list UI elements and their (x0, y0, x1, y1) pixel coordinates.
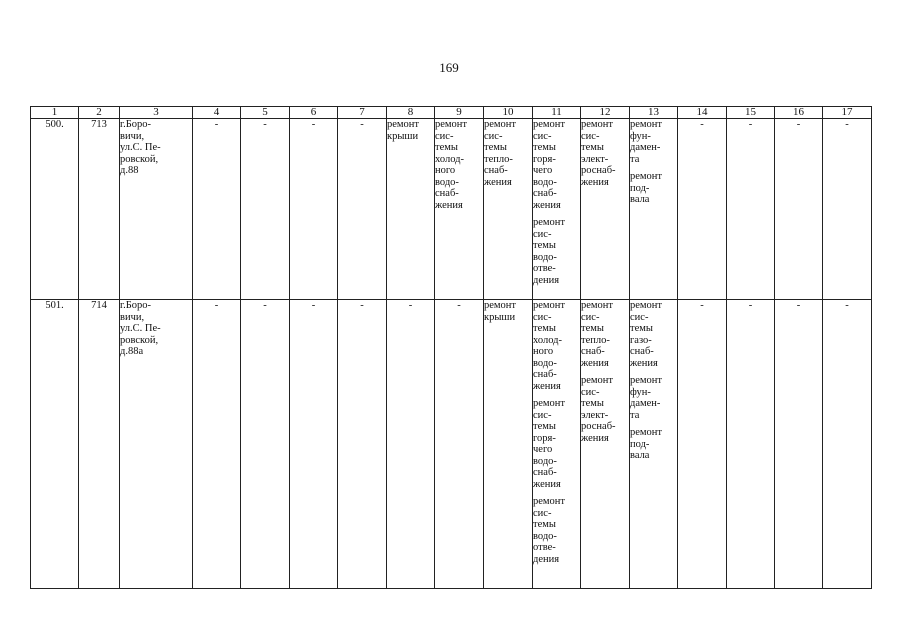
cell-col-16: - (775, 119, 823, 300)
work-item: ремонт сис- темы горя- чего водо- снаб- жения (533, 119, 566, 211)
cell-col-15: - (727, 300, 775, 589)
cell-col-17: - (823, 300, 872, 589)
col-header-2: 2 (79, 107, 120, 119)
cell-col-5: - (241, 119, 290, 300)
cell-col-6: - (290, 119, 338, 300)
cell-col-4: - (193, 300, 241, 589)
building-address: г.Боро- вичи, ул.С. Пе- ровской, д.88 (120, 119, 193, 300)
building-code: 714 (79, 300, 120, 589)
col-header-4: 4 (193, 107, 241, 119)
work-item: ремонт сис- темы холод- ного водо- снаб- жения (533, 300, 566, 392)
cell-col-14: - (678, 119, 727, 300)
cell-col-5: - (241, 300, 290, 589)
cell-col-11 (533, 119, 581, 300)
cell-col-7: - (338, 300, 387, 589)
cell-col-14: - (678, 300, 727, 589)
col-header-3: 3 (120, 107, 193, 119)
work-item: ремонт сис- темы газо- снаб- жения (630, 300, 663, 369)
cell-col-6: - (290, 300, 338, 589)
work-item: ремонт крыши (484, 300, 517, 323)
cell-col-16: - (775, 300, 823, 589)
cell-col-13 (630, 300, 678, 589)
cell-col-15: - (727, 119, 775, 300)
col-header-12: 12 (581, 107, 630, 119)
col-header-13: 13 (630, 107, 678, 119)
building-address: г.Боро- вичи, ул.С. Пе- ровской, д.88а (120, 300, 193, 589)
repair-schedule-table (30, 106, 872, 589)
work-item: ремонт сис- темы горя- чего водо- снаб- жения (533, 398, 566, 490)
work-item: ремонт под- вала (630, 427, 663, 461)
col-header-11: 11 (533, 107, 581, 119)
cell-col-9 (435, 119, 484, 300)
cell-col-11 (533, 300, 581, 589)
building-code: 713 (79, 119, 120, 300)
cell-col-7: - (338, 119, 387, 300)
cell-col-8 (387, 119, 435, 300)
cell-col-12 (581, 119, 630, 300)
page-number: 169 (439, 60, 459, 75)
work-item: ремонт сис- темы водо- отве- дения (533, 217, 566, 286)
work-item: ремонт сис- темы водо- отве- дения (533, 496, 566, 565)
work-item: ремонт сис- темы элект- роснаб- жения (581, 119, 616, 188)
cell-col-10 (484, 119, 533, 300)
work-item: ремонт фун- дамен- та (630, 375, 663, 421)
work-item: ремонт сис- темы тепло- снаб- жения (581, 300, 614, 369)
col-header-16: 16 (775, 107, 823, 119)
work-item: ремонт сис- темы холод- ного водо- снаб- жения (435, 119, 468, 211)
col-header-5: 5 (241, 107, 290, 119)
col-header-9: 9 (435, 107, 484, 119)
work-item: ремонт фун- дамен- та (630, 119, 663, 165)
work-item: ремонт сис- темы элект- роснаб- жения (581, 375, 616, 444)
col-header-8: 8 (387, 107, 435, 119)
work-item: ремонт под- вала (630, 171, 663, 205)
cell-col-4: - (193, 119, 241, 300)
col-header-6: 6 (290, 107, 338, 119)
work-item: ремонт крыши (387, 119, 420, 142)
work-item: ремонт сис- темы тепло- снаб- жения (484, 119, 517, 188)
cell-col-17: - (823, 119, 872, 300)
cell-col-10 (484, 300, 533, 589)
col-header-7: 7 (338, 107, 387, 119)
cell-col-13 (630, 119, 678, 300)
col-header-15: 15 (727, 107, 775, 119)
cell-col-12 (581, 300, 630, 589)
cell-col-8: - (387, 300, 435, 589)
row-number: 501. (31, 300, 79, 589)
table-row (31, 119, 872, 300)
row-number: 500. (31, 119, 79, 300)
header-row (31, 107, 872, 119)
cell-col-9: - (435, 300, 484, 589)
table-row (31, 300, 872, 589)
col-header-1: 1 (31, 107, 79, 119)
col-header-17: 17 (823, 107, 872, 119)
col-header-14: 14 (678, 107, 727, 119)
col-header-10: 10 (484, 107, 533, 119)
